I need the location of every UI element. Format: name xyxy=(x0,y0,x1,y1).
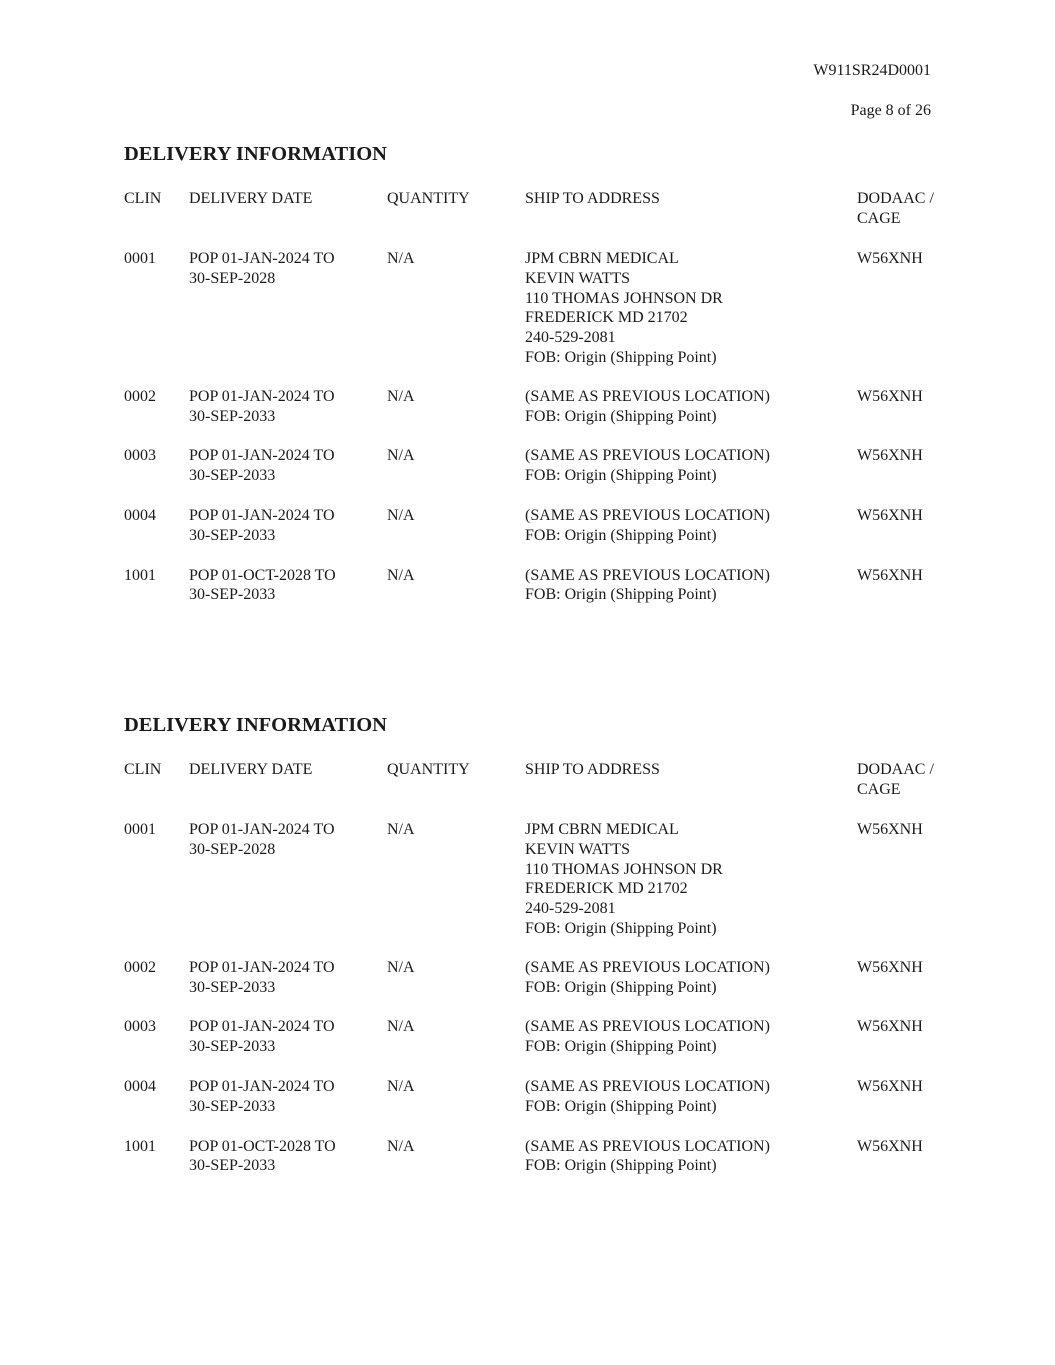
col-header-cage: CAGE xyxy=(857,209,901,227)
quantity: N/A xyxy=(387,506,415,524)
ship-to-address xyxy=(525,1017,845,1057)
col-header-cage: CAGE xyxy=(857,780,901,798)
quantity: N/A xyxy=(387,821,415,838)
delivery-date-start: POP 01-JAN-2024 TO xyxy=(189,1018,335,1036)
ship-to-address xyxy=(525,958,845,998)
address-line: FOB: Origin (Shipping Point) xyxy=(525,919,717,937)
col-header-dodaac: DODAAC / xyxy=(857,190,934,207)
delivery-date xyxy=(189,958,374,998)
address-line: FOB: Origin (Shipping Point) xyxy=(525,526,717,544)
table-row xyxy=(124,820,954,939)
col-header-clin: CLIN xyxy=(124,761,162,778)
address-line: FOB: Origin (Shipping Point) xyxy=(525,467,717,485)
delivery-date-end: 30-SEP-2033 xyxy=(189,467,276,485)
dodaac-cage: W56XNH xyxy=(857,506,923,524)
address-line: KEVIN WATTS xyxy=(525,840,631,858)
address-line: (SAME AS PREVIOUS LOCATION) xyxy=(525,506,770,524)
delivery-date xyxy=(189,249,374,289)
clin-number: 0002 xyxy=(124,958,156,976)
clin-number: 0001 xyxy=(124,821,156,838)
delivery-date-start: POP 01-JAN-2024 TO xyxy=(189,1077,335,1095)
quantity: N/A xyxy=(387,387,415,405)
address-line: FOB: Origin (Shipping Point) xyxy=(525,1157,717,1175)
dodaac-cage: W56XNH xyxy=(857,566,923,584)
dodaac-cage: W56XNH xyxy=(857,387,923,405)
dodaac-cage: W56XNH xyxy=(857,1077,923,1095)
ship-to-address xyxy=(525,506,845,546)
delivery-date-start: POP 01-OCT-2028 TO xyxy=(189,566,336,584)
clin-number: 0002 xyxy=(124,387,156,405)
delivery-date-end: 30-SEP-2033 xyxy=(189,1038,276,1056)
delivery-date-start: POP 01-JAN-2024 TO xyxy=(189,387,335,405)
quantity: N/A xyxy=(387,958,415,976)
col-header-dodaac: DODAAC / xyxy=(857,761,934,778)
delivery-date-start: POP 01-JAN-2024 TO xyxy=(189,250,335,267)
table-row xyxy=(124,506,954,546)
delivery-date-end: 30-SEP-2033 xyxy=(189,1157,276,1175)
address-line: FOB: Origin (Shipping Point) xyxy=(525,348,717,366)
delivery-date xyxy=(189,566,374,606)
dodaac-cage: W56XNH xyxy=(857,1137,923,1155)
delivery-information-section xyxy=(124,141,954,605)
clin-number: 0003 xyxy=(124,1018,156,1036)
delivery-date-end: 30-SEP-2033 xyxy=(189,978,276,996)
quantity: N/A xyxy=(387,250,415,267)
ship-to-address xyxy=(525,566,845,606)
table-row xyxy=(124,958,954,998)
clin-number: 0003 xyxy=(124,447,156,465)
clin-number: 0004 xyxy=(124,506,156,524)
delivery-date xyxy=(189,820,374,860)
section-title: DELIVERY INFORMATION xyxy=(124,714,387,736)
col-header-dodaac-cage xyxy=(857,189,957,229)
dodaac-cage: W56XNH xyxy=(857,958,923,976)
address-line: 110 THOMAS JOHNSON DR xyxy=(525,289,723,307)
address-line: JPM CBRN MEDICAL xyxy=(525,250,679,267)
ship-to-address xyxy=(525,1137,845,1177)
address-line: (SAME AS PREVIOUS LOCATION) xyxy=(525,1018,770,1036)
address-line: 110 THOMAS JOHNSON DR xyxy=(525,860,723,878)
section-title: DELIVERY INFORMATION xyxy=(124,143,387,165)
col-header-delivery-date: DELIVERY DATE xyxy=(189,761,313,778)
address-line: (SAME AS PREVIOUS LOCATION) xyxy=(525,1137,770,1155)
col-header-ship-to-address: SHIP TO ADDRESS xyxy=(525,761,660,778)
col-header-quantity: QUANTITY xyxy=(387,190,470,207)
clin-number: 1001 xyxy=(124,1137,156,1155)
delivery-date-end: 30-SEP-2028 xyxy=(189,840,276,858)
table-row xyxy=(124,387,954,427)
ship-to-address xyxy=(525,820,845,939)
address-line: 240-529-2081 xyxy=(525,900,616,918)
address-line: (SAME AS PREVIOUS LOCATION) xyxy=(525,447,770,465)
table-row xyxy=(124,1077,954,1117)
table-header xyxy=(124,189,954,229)
table-row xyxy=(124,566,954,606)
table-row xyxy=(124,446,954,486)
delivery-date-end: 30-SEP-2033 xyxy=(189,526,276,544)
col-header-dodaac-cage xyxy=(857,760,957,800)
delivery-date xyxy=(189,1137,374,1177)
address-line: (SAME AS PREVIOUS LOCATION) xyxy=(525,958,770,976)
col-header-ship-to-address: SHIP TO ADDRESS xyxy=(525,190,660,207)
delivery-date xyxy=(189,1077,374,1117)
address-line: FREDERICK MD 21702 xyxy=(525,309,688,327)
address-line: FOB: Origin (Shipping Point) xyxy=(525,586,717,604)
delivery-date-end: 30-SEP-2033 xyxy=(189,407,276,425)
table-header xyxy=(124,760,954,800)
table-row xyxy=(124,1017,954,1057)
delivery-date-end: 30-SEP-2033 xyxy=(189,1097,276,1115)
dodaac-cage: W56XNH xyxy=(857,1018,923,1036)
dodaac-cage: W56XNH xyxy=(857,447,923,465)
delivery-information-section xyxy=(124,712,954,1176)
ship-to-address xyxy=(525,249,845,368)
col-header-quantity: QUANTITY xyxy=(387,761,470,778)
delivery-date-start: POP 01-OCT-2028 TO xyxy=(189,1137,336,1155)
quantity: N/A xyxy=(387,447,415,465)
quantity: N/A xyxy=(387,1077,415,1095)
delivery-date-end: 30-SEP-2028 xyxy=(189,269,276,287)
delivery-date-start: POP 01-JAN-2024 TO xyxy=(189,821,335,838)
page-number: Page 8 of 26 xyxy=(850,102,931,119)
col-header-delivery-date: DELIVERY DATE xyxy=(189,190,313,207)
delivery-date xyxy=(189,506,374,546)
delivery-date-end: 30-SEP-2033 xyxy=(189,586,276,604)
address-line: FOB: Origin (Shipping Point) xyxy=(525,407,717,425)
clin-number: 0004 xyxy=(124,1077,156,1095)
table-row xyxy=(124,249,954,368)
ship-to-address xyxy=(525,387,845,427)
delivery-date-start: POP 01-JAN-2024 TO xyxy=(189,506,335,524)
address-line: FREDERICK MD 21702 xyxy=(525,880,688,898)
address-line: (SAME AS PREVIOUS LOCATION) xyxy=(525,566,770,584)
address-line: 240-529-2081 xyxy=(525,329,616,347)
delivery-date-start: POP 01-JAN-2024 TO xyxy=(189,447,335,465)
ship-to-address xyxy=(525,446,845,486)
clin-number: 1001 xyxy=(124,566,156,584)
address-line: (SAME AS PREVIOUS LOCATION) xyxy=(525,387,770,405)
address-line: FOB: Origin (Shipping Point) xyxy=(525,978,717,996)
address-line: FOB: Origin (Shipping Point) xyxy=(525,1038,717,1056)
ship-to-address xyxy=(525,1077,845,1117)
delivery-date-start: POP 01-JAN-2024 TO xyxy=(189,958,335,976)
col-header-clin: CLIN xyxy=(124,190,162,207)
delivery-date xyxy=(189,387,374,427)
address-line: FOB: Origin (Shipping Point) xyxy=(525,1097,717,1115)
dodaac-cage: W56XNH xyxy=(857,250,923,267)
table-row xyxy=(124,1137,954,1177)
quantity: N/A xyxy=(387,1018,415,1036)
delivery-date xyxy=(189,1017,374,1057)
address-line: KEVIN WATTS xyxy=(525,269,631,287)
address-line: (SAME AS PREVIOUS LOCATION) xyxy=(525,1077,770,1095)
quantity: N/A xyxy=(387,1137,415,1155)
dodaac-cage: W56XNH xyxy=(857,821,923,838)
delivery-date xyxy=(189,446,374,486)
clin-number: 0001 xyxy=(124,250,156,267)
quantity: N/A xyxy=(387,566,415,584)
address-line: JPM CBRN MEDICAL xyxy=(525,821,679,838)
document-number: W911SR24D0001 xyxy=(813,62,931,79)
